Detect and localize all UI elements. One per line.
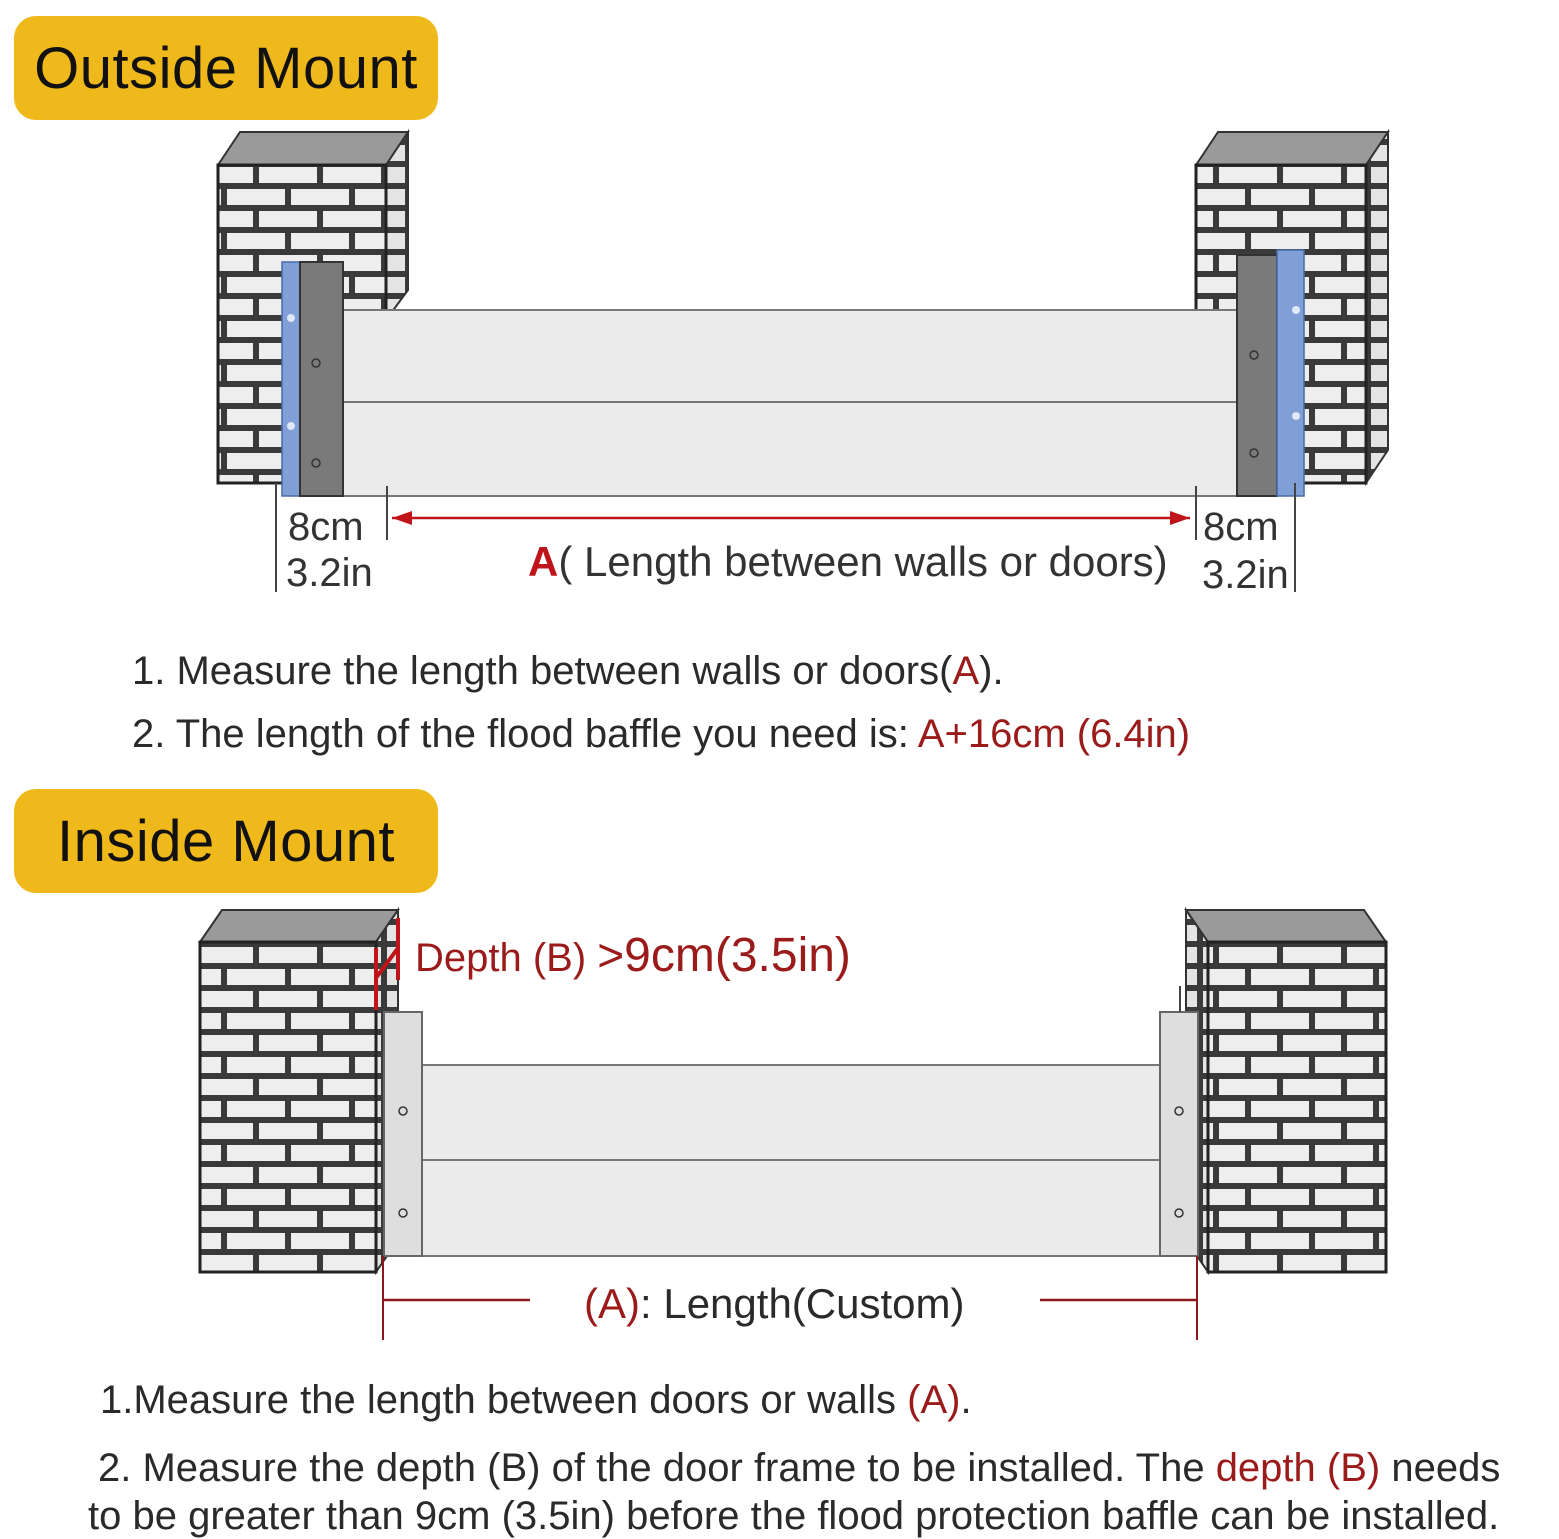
inside-step-2-ref: depth (B) — [1215, 1446, 1381, 1490]
inside-mount-title: Inside Mount — [56, 808, 396, 874]
inside-step-1-ref: (A) — [907, 1378, 961, 1422]
inside-left-channel — [384, 1012, 422, 1256]
right-dim-cm: 8cm — [1203, 505, 1279, 549]
outside-step-1-ref: A — [952, 649, 980, 693]
outside-step-1-end: ). — [979, 649, 1004, 693]
inside-step-1-end: . — [960, 1378, 972, 1422]
inside-length-ref: (A) — [584, 1280, 640, 1327]
outside-mount-diagram — [0, 120, 1559, 610]
inside-step-2 — [98, 1446, 1500, 1491]
inside-step-2-end: needs — [1380, 1446, 1501, 1490]
depth-requirement-label — [415, 928, 851, 983]
length-a-label — [528, 538, 1168, 586]
flood-baffle-panels — [343, 310, 1237, 496]
inside-step-2-line-2: to be greater than 9cm (3.5in) before the flood protection baffle can be installed. — [88, 1494, 1500, 1538]
outside-mount-title: Outside Mount — [34, 35, 418, 101]
inside-right-brick-pillar — [1186, 910, 1386, 1272]
inside-step-1-text: 1.Measure the length between doors or walls — [100, 1378, 908, 1422]
inside-right-channel — [1160, 986, 1198, 1256]
a-letter: A — [528, 538, 559, 585]
a-caption: ( Length between walls or doors) — [558, 538, 1168, 585]
inside-mount-badge — [14, 789, 438, 893]
left-dim-cm: 8cm — [288, 505, 364, 549]
inside-step-2-text: 2. Measure the depth (B) of the door frame to be installed. The — [98, 1446, 1216, 1490]
inside-left-brick-pillar — [200, 910, 398, 1272]
depth-label: Depth (B) — [415, 936, 587, 980]
outside-step-2 — [132, 712, 1190, 757]
right-dim-in: 3.2in — [1202, 553, 1289, 597]
outside-step-2-text: 2. The length of the flood baffle you need is: — [132, 712, 918, 756]
inside-length-label — [584, 1280, 964, 1328]
left-channel — [282, 262, 343, 496]
right-channel — [1237, 250, 1304, 496]
outside-step-2-value: A+16cm (6.4in) — [917, 712, 1191, 756]
outside-mount-badge — [14, 16, 438, 120]
outside-step-1 — [132, 649, 1004, 694]
inside-flood-baffle-panels — [422, 1065, 1162, 1256]
depth-greater-than: > — [597, 929, 625, 981]
left-dim-in: 3.2in — [286, 551, 373, 595]
outside-step-1-text: 1. Measure the length between walls or doors( — [132, 649, 953, 693]
depth-value: 9cm(3.5in) — [624, 929, 851, 982]
inside-length-caption: : Length(Custom) — [640, 1280, 965, 1327]
inside-step-1 — [100, 1378, 972, 1423]
